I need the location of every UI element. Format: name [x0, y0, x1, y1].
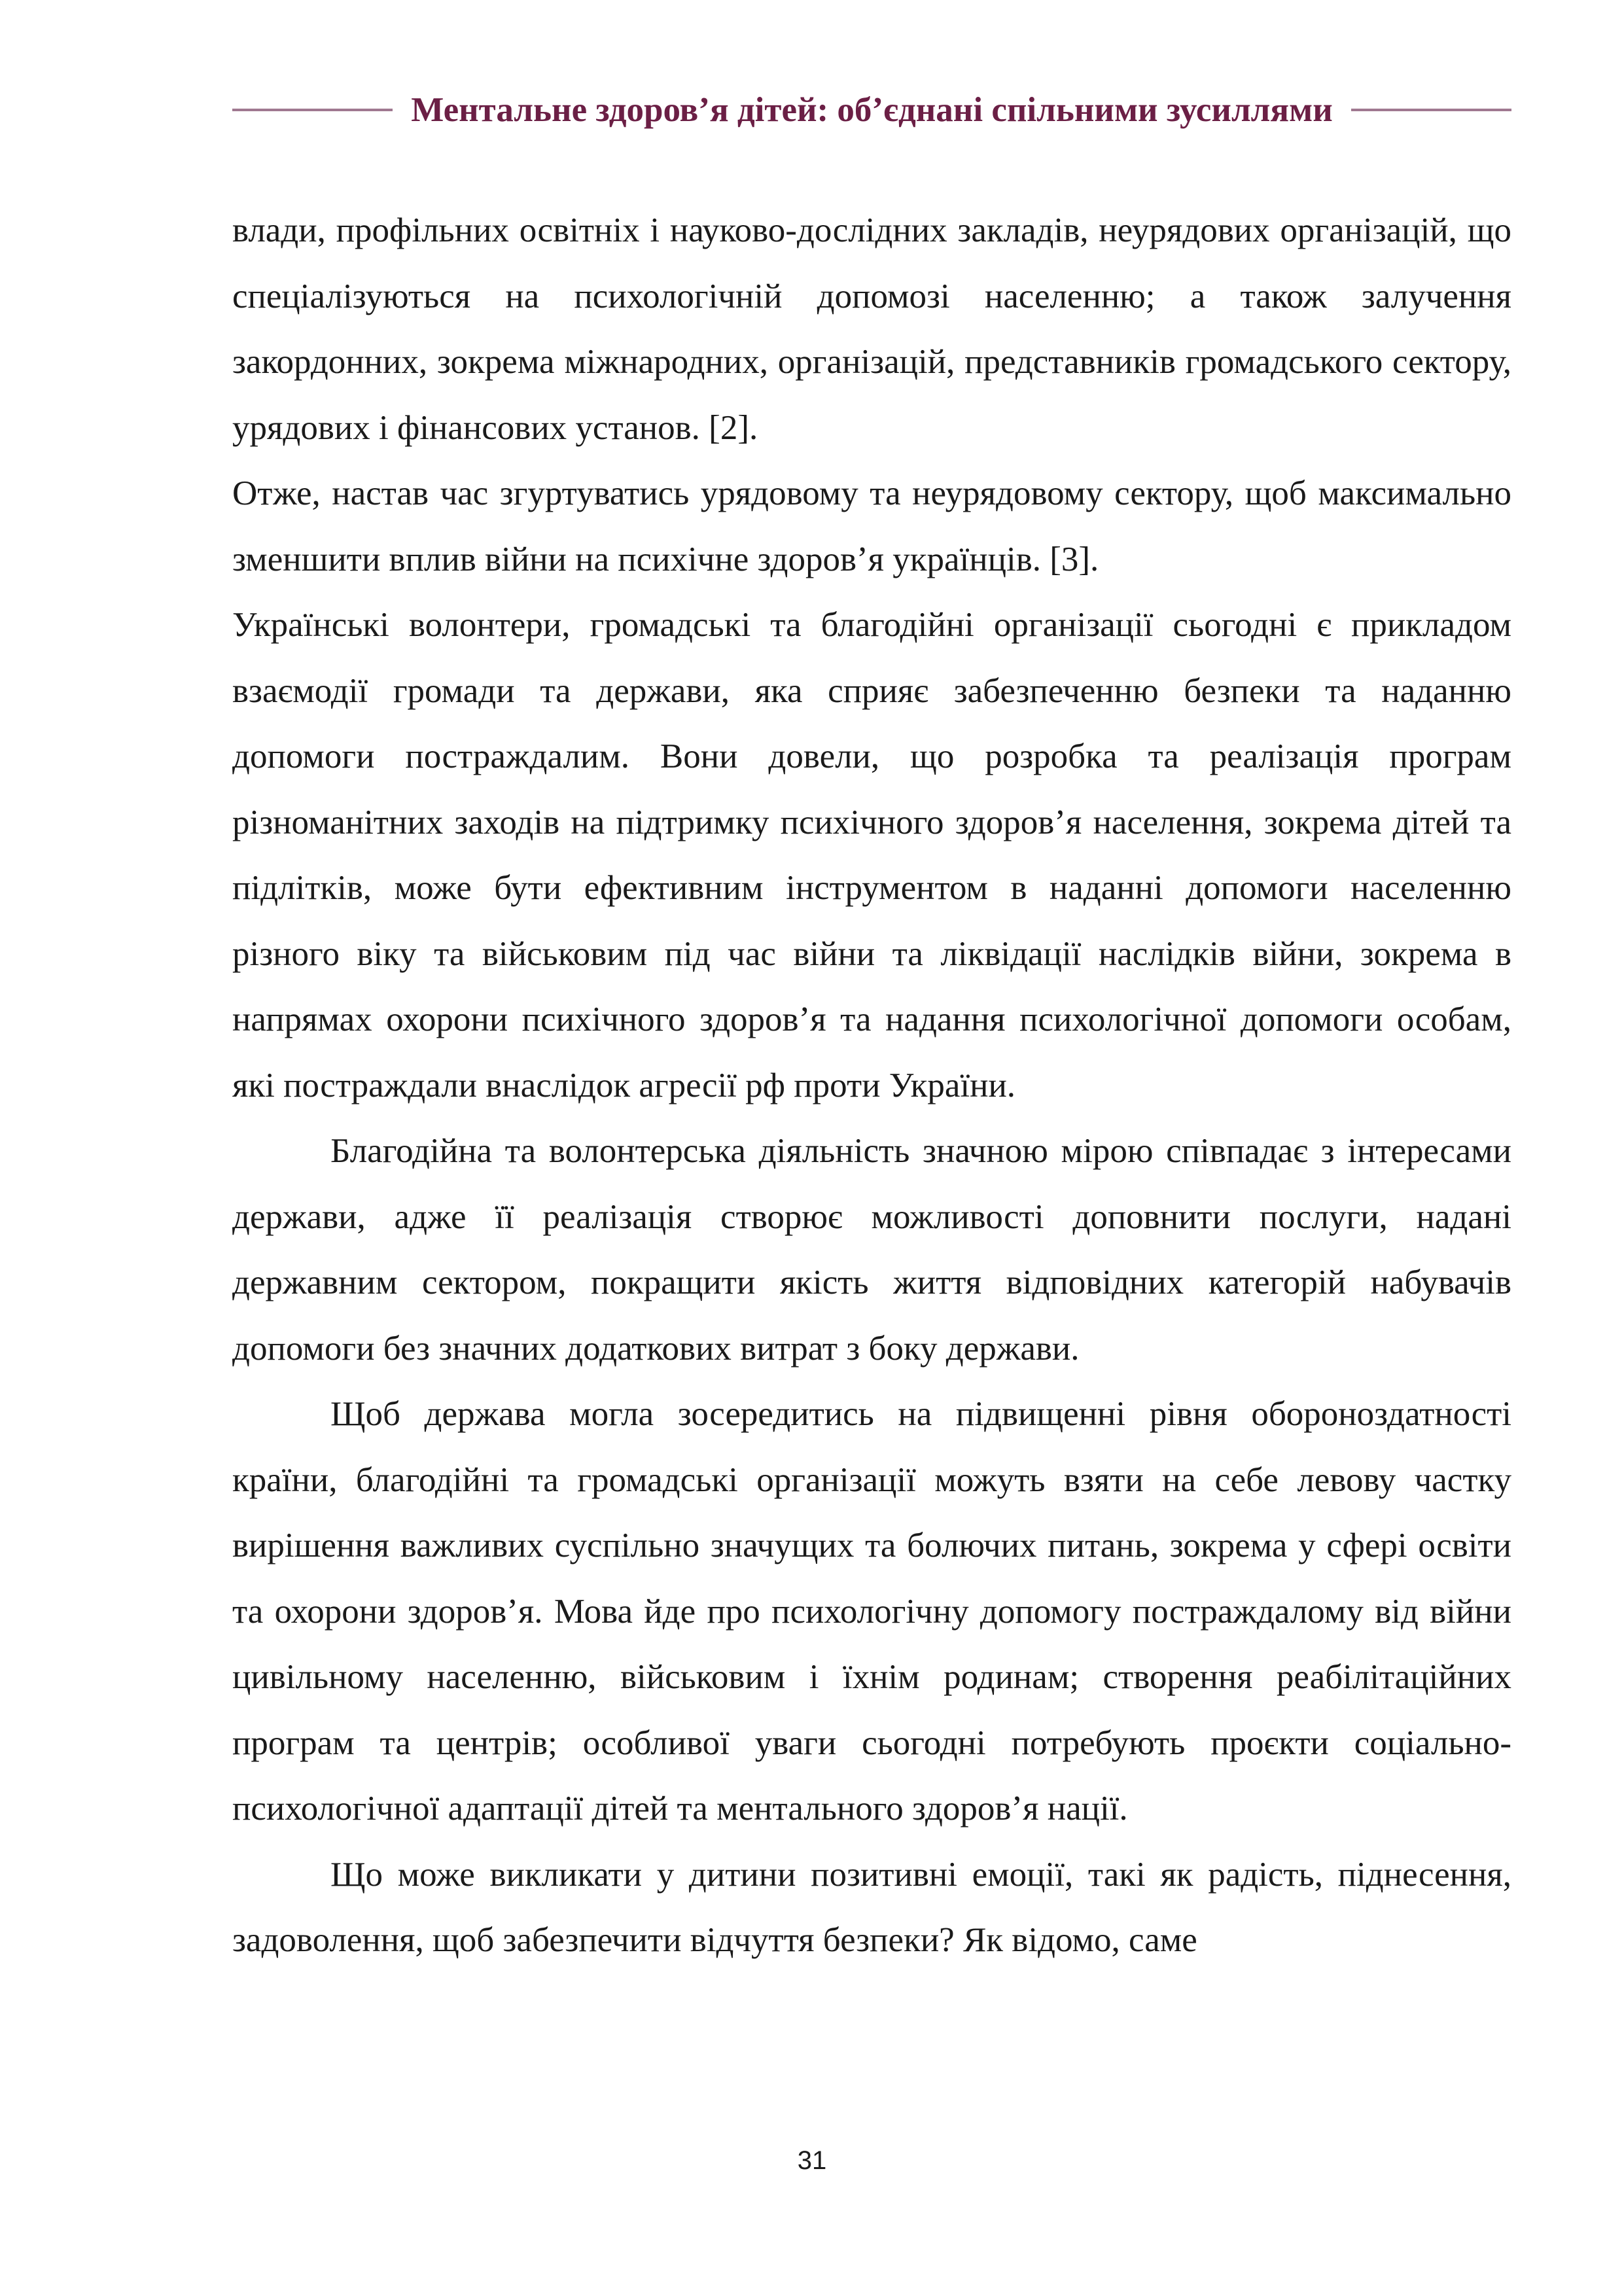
paragraph-3: Українські волонтери, громадські та благодійні організації сьогодні є прикладом взаємодії громади та держави, яка сприяє забезпеченню безпеки та наданню допомоги постраждалим. Вони довели, що розробка та реалізація програм різноманітних заходів на підтримку психічного здоров’я населення, зокрема дітей та підлітків, може бути ефективним інструментом в наданні допомоги населенню різного віку та військовим під час війни та ліквідації наслідків війни, зокрема в напрямах охорони психічного здоров’я та надання психологічної допомоги особам, які постраждали внаслідок агресії рф проти України. [232, 606, 1511, 1104]
header-rule-left [232, 109, 393, 111]
paragraph-5: Щоб держава могла зосередитись на підвищенні рівня обороноздатності країни, благодійні та громадські організації можуть взяти на себе левову частку вирішення важливих суспільно значущих та болючих питань, зокрема у сфері освіти та охорони здоров’я. Мова йде про психологічну допомогу постраждалому від війни цивільному населенню, військовим і їхнім родинам; створення реабілітаційних програм та центрів; особливої уваги сьогодні потребують проєкти соціально-психологічної адаптації дітей та ментального здоров’я нації. [232, 1395, 1511, 1828]
paragraph-2: Отже, настав час згуртуватись урядовому та неурядовому сектору, щоб максимально зменшити вплив війни на психічне здоров’я українців. [3]. [232, 474, 1511, 578]
paragraph-6: Що може викликати у дитини позитивні емоції, такі як радість, піднесення, задоволення, щоб забезпечити відчуття безпеки? Як відомо, саме [232, 1855, 1511, 1959]
header-title: Ментальне здоров’я дітей: об’єднані спільними зусиллями [411, 91, 1333, 129]
paragraph-4: Благодійна та волонтерська діяльність значною мірою співпадає з інтересами держави, адже її реалізація створює можливості доповнити послуги, надані державним сектором, покращити якість життя відповідних категорій набувачів допомоги без значних додаткових витрат з боку держави. [232, 1132, 1511, 1368]
header-rule-right [1351, 109, 1511, 111]
paragraph-1: влади, профільних освітніх і науково-дослідних закладів, неурядових організацій, що спеціалізуються на психологічній допомозі населенню; а також залучення закордонних, зокрема міжнародних, організацій, представників громадського сектору, урядових і фінансових установ. [2]. [232, 211, 1511, 447]
page-number: 31 [797, 2146, 827, 2175]
running-header [232, 84, 1511, 136]
body-text [232, 198, 1511, 1973]
